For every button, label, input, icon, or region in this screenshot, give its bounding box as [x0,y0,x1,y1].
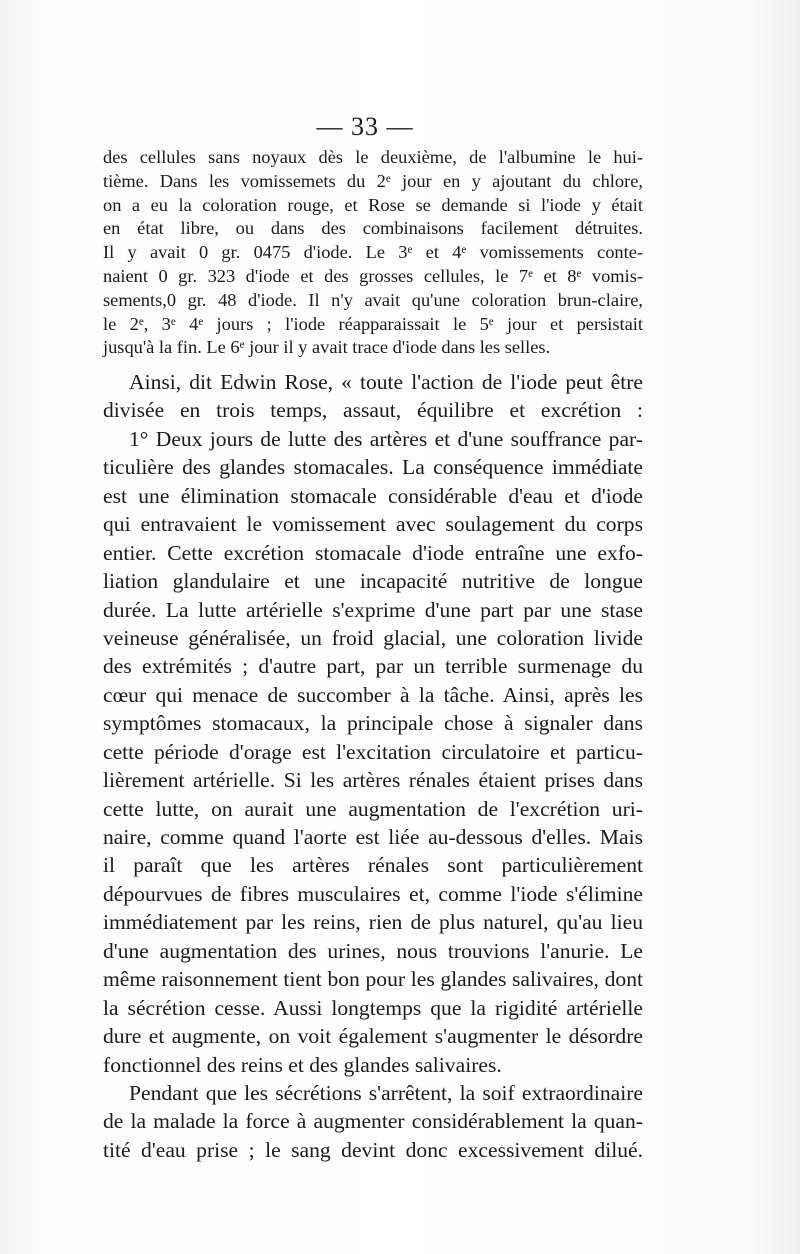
small-print-paragraph [103,146,643,360]
text-line: naire, comme quand l'aorte est liée au-dessous d'elles. Mais [103,825,643,849]
text-line: des extrémités ; d'autre part, par un terrible surmenage du [103,654,643,679]
text-line: dure et augmente, on voit également s'augmenter le désordre [103,1024,643,1049]
text-line: en état libre, ou dans des combinaisons facilement détruites. [103,218,643,239]
text-line: est une élimination stomacale considérable d'eau et d'iode [103,483,643,508]
text-line: veineuse généralisée, un froid glacial, une coloration livide [103,625,643,650]
text-line: cœur qui menace de succomber à la tâche. Ainsi, après les [103,682,643,707]
text-line: des cellules sans noyaux dès le deuxième, de l'albumine le hui- [103,147,643,167]
text-line: naient 0 gr. 323 d'iode et des grosses cellules, le 7e et 8e vomis- [103,265,643,286]
text-line: cette période d'orage est l'excitation circulatoire et particu- [103,739,643,764]
text-line: symptômes stomacaux, la principale chose à signaler dans [103,711,643,736]
text-line: 1° Deux jours de lutte des artères et d'une souffrance par- [129,426,643,451]
text-line: cette lutte, on aurait une augmentation de l'excrétion uri- [103,796,643,821]
text-line: on a eu la coloration rouge, et Rose se demande si l'iode y était [103,194,643,215]
page-number: — 33 — [316,112,414,141]
text-line: Pendant que les sécrétions s'arrêtent, la soif extraordinaire [129,1080,643,1105]
text-line: le 2e, 3e 4e jours ; l'iode réapparaissait le 5e jour et persistait [103,313,643,334]
text-line: tité d'eau prise ; le sang devint donc excessivement dilué. [103,1137,643,1162]
text-line: la sécrétion cesse. Aussi longtemps que la rigidité artérielle [103,995,643,1020]
text-line: fonctionnel des reins et des glandes salivaires. [103,1052,502,1077]
text-line: ticulière des glandes stomacales. La conséquence immédiate [103,455,643,480]
text-line: durée. La lutte artérielle s'exprime d'une part par une stase [103,597,643,622]
text-line: entier. Cette excrétion stomacale d'iode entraîne une exfo- [103,540,643,565]
text-line: lièrement artérielle. Si les artères rénales étaient prises dans [103,768,643,793]
text-line: divisée en trois temps, assaut, équilibre et excrétion : [103,398,643,423]
text-line: qui entravaient le vomissement avec soulagement du corps [103,512,643,537]
text-line: Il y avait 0 gr. 0475 d'iode. Le 3e et 4e vomissements conte- [103,242,643,263]
text-line: tième. Dans les vomissemets du 2e jour en y ajoutant du chlore, [103,170,643,191]
text-line: il paraît que les artères rénales sont particulièrement [103,853,643,878]
text-line: dépourvues de fibres musculaires et, comme l'iode s'élimine [103,881,643,906]
text-line: jusqu'à la fin. Le 6e jour il y avait trace d'iode dans les selles. [103,337,551,358]
text-line: d'une augmentation des urines, nous trouvions l'anurie. Le [103,938,643,963]
text-line: Ainsi, dit Edwin Rose, « toute l'action de l'iode peut être [129,370,643,394]
text-line: même raisonnement tient bon pour les glandes salivaires, dont [103,967,643,992]
text-line: sements,0 gr. 48 d'iode. Il n'y avait qu'une coloration brun-claire, [103,289,643,310]
text-line: de la malade la force à augmenter considérablement la quan- [103,1109,643,1134]
text-line: liation glandulaire et une incapacité nutritive de longue [103,569,643,594]
text-line: immédiatement par les reins, rien de plus naturel, qu'au lieu [103,910,643,935]
main-text [103,368,643,1164]
